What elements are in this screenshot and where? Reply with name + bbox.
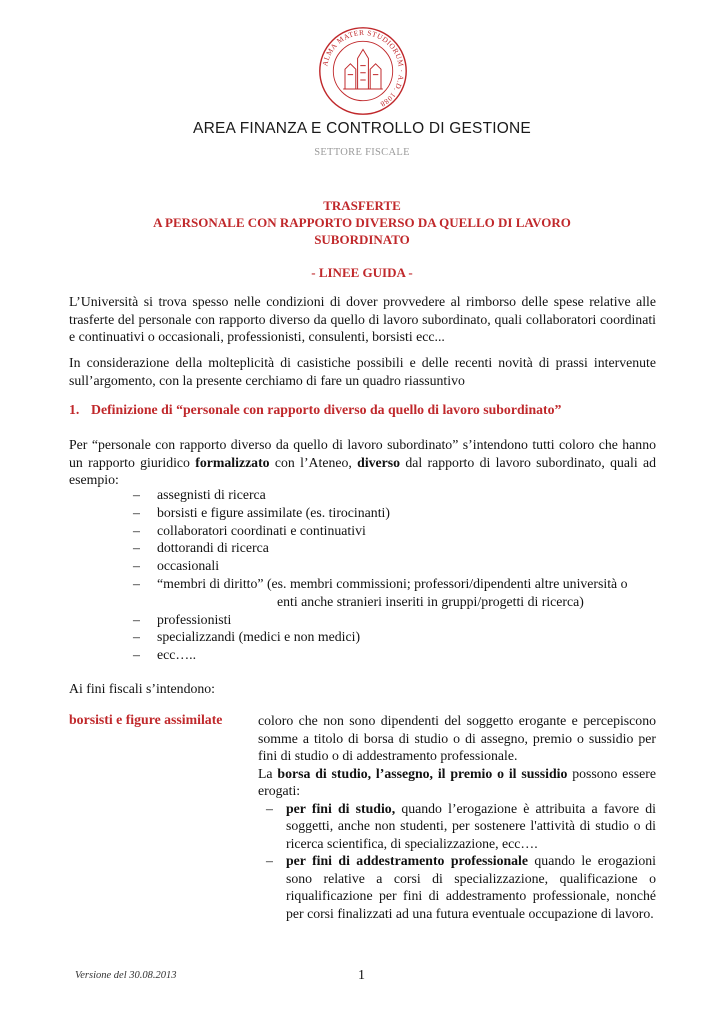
list-item: – assegnisti di ricerca: [133, 486, 673, 504]
definition-paragraph: Per “personale con rapporto diverso da quello di lavoro subordinato” s’intendono tutti coloro che hanno un rapporto giuridico formalizzato con l’Ateneo, diverso dal rapporto di lavoro subordinato, quali ad esempio:: [69, 437, 656, 487]
purpose-item-training: – per fini di addestramento professionale quando le erogazioni sono relative a corsi di specializzazione, qualificazione o riqualificazione per fini di addestramento professionale, nonché per corsi finalizzati ad una futura eventuale occupazione di lavoro.: [258, 852, 656, 922]
svg-text:ALMA MATER STUDIORUM · A.D. 10: ALMA MATER STUDIORUM · A.D. 1088: [320, 27, 407, 110]
list-item: – specializzandi (medici e non medici): [133, 628, 673, 646]
list-item: – collaboratori coordinati e continuativi: [133, 522, 673, 540]
list-item: – dottorandi di ricerca: [133, 539, 673, 557]
definition-paragraph-1: coloro che non sono dipendenti del soggetto erogante e percepiscono somme a titolo di borsa di studio o di assegno, premio o sussidio per fini di studio o di addestramento professionale.: [258, 713, 656, 763]
definition-term: borsisti e figure assimilate: [69, 712, 223, 727]
university-seal-logo: [318, 26, 408, 116]
list-item: – ecc…..: [133, 646, 673, 664]
section-heading-text: Definizione di “personale con rapporto diverso da quello di lavoro subordinato”: [91, 402, 562, 417]
sector-name: SETTORE FISCALE: [314, 147, 410, 158]
list-item: – occasionali: [133, 557, 673, 575]
version-footer: Versione del 30.08.2013: [75, 970, 177, 981]
purpose-item-study: – per fini di studio, quando l’erogazione è attribuita a favore di soggetti, anche non studenti, per sostenere l'attività di studio o di ricerca scientifica, di specializzazione, ecc….: [258, 800, 656, 853]
definition-paragraph-2: La borsa di studio, l’assegno, il premio o il sussidio possono essere erogati:: [258, 765, 656, 798]
doc-subtitle: - LINEE GUIDA -: [311, 265, 413, 280]
list-item: – borsisti e figure assimilate (es. tirocinanti): [133, 504, 673, 522]
fiscal-intro: Ai fini fiscali s’intendono:: [69, 681, 215, 696]
definition-body: [258, 712, 656, 922]
page-number: 1: [358, 968, 365, 983]
personnel-list: [133, 486, 673, 664]
list-item-membri: – “membri di diritto” (es. membri commissioni; professori/dipendenti altre università o enti anche stranieri inseriti in gruppi/progetti di ricerca): [133, 575, 673, 611]
purpose-list: [258, 800, 656, 923]
intro-paragraph-1: L’Università si trova spesso nelle condizioni di dover provvedere al rimborso delle spese relative alle trasferte del personale con rapporto diverso da quello di lavoro subordinato, quali collaboratori coordinati e continuativi o occasionali, professionisti, consulenti, borsisti ecc...: [69, 294, 656, 344]
doc-title-line1: TRASFERTE: [323, 198, 401, 213]
doc-title-line2: A PERSONALE CON RAPPORTO DIVERSO DA QUELLO DI LAVORO: [153, 215, 571, 230]
section-number: 1.: [69, 402, 80, 417]
office-name: AREA FINANZA E CONTROLLO DI GESTIONE: [193, 120, 531, 137]
doc-title-line3: SUBORDINATO: [314, 232, 410, 247]
list-item: – professionisti: [133, 611, 673, 629]
section-heading: [69, 402, 669, 418]
intro-paragraph-2: In considerazione della molteplicità di casistiche possibili e delle recenti novità di prassi intervenute sull’argomento, con la presente cerchiamo di fare un quadro riassuntivo: [69, 355, 656, 388]
